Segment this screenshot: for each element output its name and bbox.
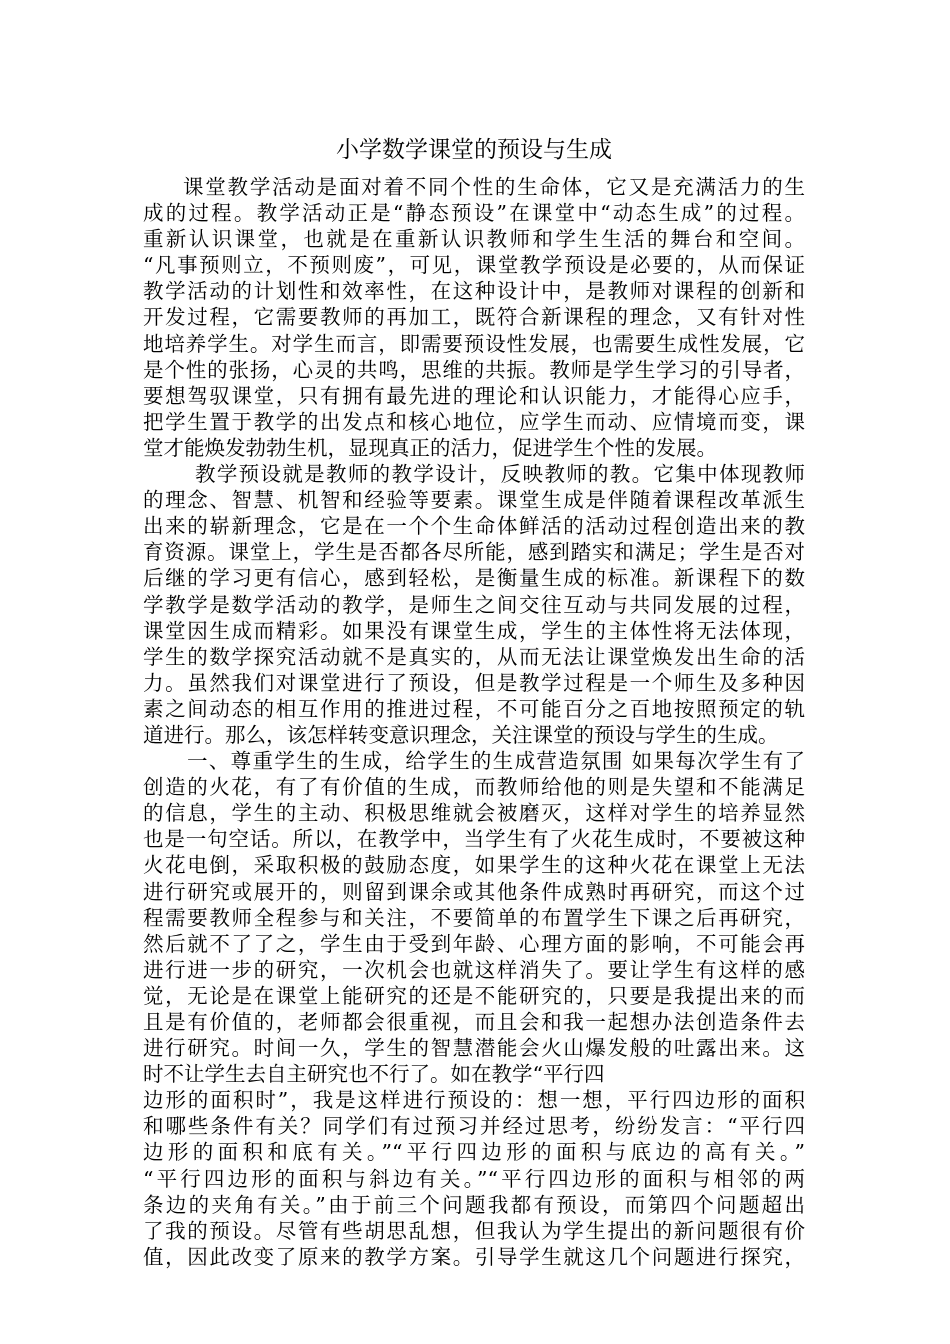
text-line: 火花电倒，采取积极的鼓励态度，如果学生的这种火花在课堂上无法 [143,853,805,878]
text-line: 地培养学生。对学生而言，即需要预设性发展，也需要生成性发展，它 [143,331,805,356]
text-line: 教学活动的计划性和效率性，在这种设计中，是教师对课程的创新和 [143,279,805,304]
text-line: “凡事预则立，不预则废”，可见，课堂教学预设是必要的，从而保证 [143,253,805,278]
text-line: 程需要教师全程参与和关注，不要简单的布置学生下课之后再研究， [143,905,805,930]
text-line: 是个性的张扬，心灵的共鸣，思维的共振。教师是学生学习的引导者， [143,357,805,382]
document-title: 小学数学课堂的预设与生成 [336,137,612,163]
text-line: 且是有价值的，老师都会很重视，而且会和我一起想办法创造条件去 [143,1010,805,1034]
text-line: 力。虽然我们对课堂进行了预设，但是教学过程是一个师生及多种因 [143,670,805,695]
text-line: 的理念、智慧、机智和经验等要素。课堂生成是伴随着课程改革派生 [143,488,805,513]
text-line: 边形的面积时”，我是这样进行预设的：想一想，平行四边形的面积 [143,1088,805,1113]
text-line: 堂才能焕发勃勃生机，显现真正的活力，促进学生个性的发展。 [143,435,717,460]
text-line: 进行研究。时间一久，学生的智慧潜能会火山爆发般的吐露出来。这 [143,1036,805,1061]
text-line: 的信息，学生的主动、积极思维就会被磨灭，这样对学生的培养显然 [143,801,805,826]
text-line: 教学预设就是教师的教学设计，反映教师的教。它集中体现教师 [195,462,805,487]
text-line: 一、尊重学生的生成，给学生的生成营造氛围 如果每次学生有了 [187,749,805,774]
text-line: 育资源。课堂上，学生是否都各尽所能，感到踏实和满足；学生是否对 [143,540,805,565]
text-line: 进行进一步的研究，一次机会也就这样消失了。要让学生有这样的感 [143,957,805,982]
text-line: 然后就不了了之，学生由于受到年龄、心理方面的影响，不可能会再 [143,931,805,956]
document-page [143,130,805,1270]
text-line: 素之间动态的相互作用的推进过程，不可能百分之百地按照预定的轨 [143,696,805,721]
text-line: “平行四边形的面积与斜边有关。”“平行四边形的面积与相邻的两 [143,1166,805,1191]
text-line: 和哪些条件有关？同学们有过预习并经过思考，纷纷发言：“平行四 [143,1114,805,1139]
text-line: 课堂因生成而精彩。如果没有课堂生成，学生的主体性将无法体现， [143,618,805,643]
text-line: 把学生置于教学的出发点和核心地位，应学生而动、应情境而变，课 [143,409,805,434]
text-line: 成的过程。教学活动正是“静态预设”在课堂中“动态生成”的过程。 [143,201,805,226]
text-line: 要想驾驭课堂，只有拥有最先进的理论和认识能力，才能得心应手， [143,383,805,408]
text-line: 觉，无论是在课堂上能研究的还是不能研究的，只要是我提出来的而 [143,983,805,1008]
text-line: 学生的数学探究活动就不是真实的，从而无法让课堂焕发出生命的活 [143,644,805,669]
text-line: 边形的面积和底有关。”“平行四边形的面积与底边的高有关。” [143,1140,805,1165]
text-line: 进行研究或展开的，则留到课余或其他条件成熟时再研究，而这个过 [143,879,805,904]
text-line: 条边的夹角有关。”由于前三个问题我都有预设，而第四个问题超出 [143,1192,805,1217]
document-body [143,174,805,1270]
text-line: 学教学是数学活动的教学，是师生之间交往互动与共同发展的过程， [143,592,805,617]
text-line: 创造的火花，有了有价值的生成，而教师给他的则是失望和不能满足 [143,775,805,800]
text-line: 值，因此改变了原来的教学方案。引导学生就这几个问题进行探究， [143,1244,805,1269]
text-line: 开发过程，它需要教师的再加工，既符合新课程的理念，又有针对性 [143,305,805,330]
text-line: 出来的崭新理念，它是在一个个生命体鲜活的活动过程创造出来的教 [143,514,805,539]
text-line: 重新认识课堂，也就是在重新认识教师和学生生活的舞台和空间。 [143,227,805,252]
text-line: 后继的学习更有信心，感到轻松，是衡量生成的标准。新课程下的数 [143,566,805,591]
text-line: 课堂教学活动是面对着不同个性的生命体，它又是充满活力的生 [183,175,805,199]
text-line: 了我的预设。尽管有些胡思乱想，但我认为学生提出的新问题很有价 [143,1218,805,1243]
text-line: 道进行。那么，该怎样转变意识理念，关注课堂的预设与学生的生成。 [143,722,779,747]
text-line: 也是一句空话。所以，在教学中，当学生有了火花生成时，不要被这种 [143,827,805,852]
text-line: 时不让学生去自主研究也不行了。如在教学“平行四 [143,1062,605,1087]
